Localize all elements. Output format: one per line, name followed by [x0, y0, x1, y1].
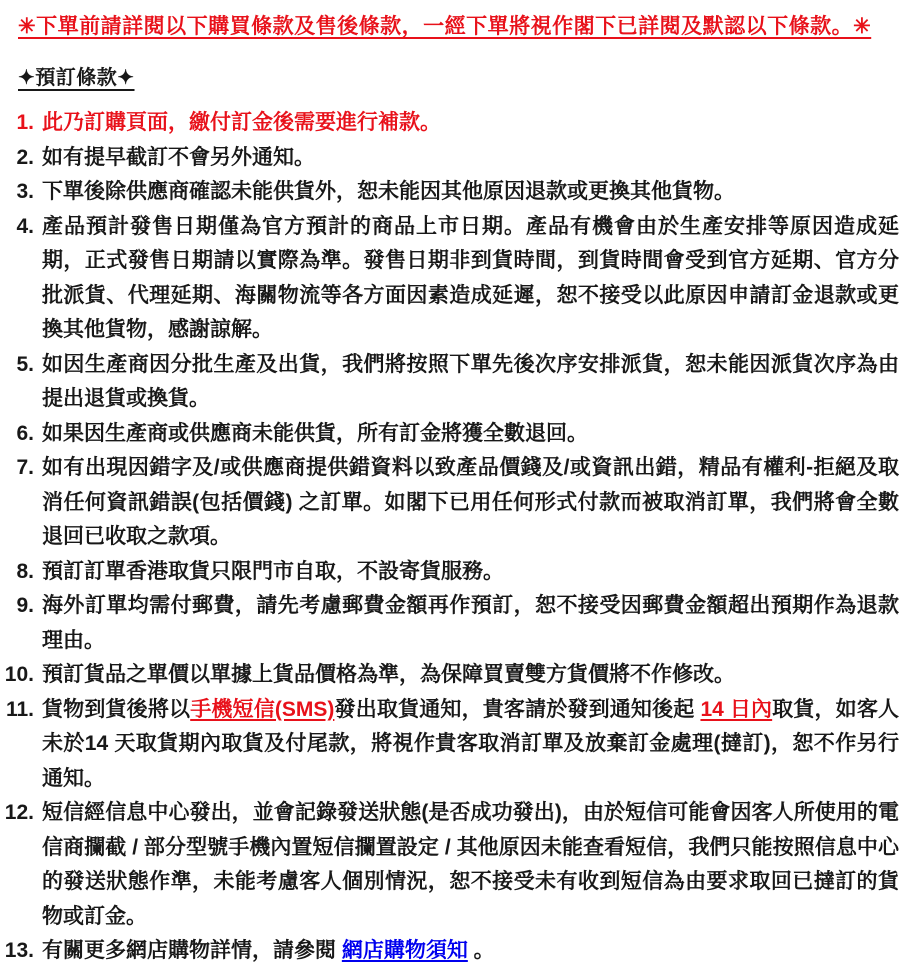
- term-text: 產品預計發售日期僅為官方預計的商品上市日期。產品有機會由於生產安排等原因造成延期，正式發售日期請以實際為準。發售日期非到貨時間，到貨時間會受到官方延期、官方分批派貨、代理延期、海關物流等各方面因素造成延遲，恕不接受以此原因申請訂金退款或更換其他貨物，感謝諒解。: [42, 214, 899, 341]
- term-text: 短信經信息中心發出，並會記錄發送狀態(是否成功發出)，由於短信可能會因客人所使用的電信商攔截 / 部分型號手機內置短信攔置設定 / 其他原因未能查看短信，我們只能按照信息中心的發送狀態作準，未能考慮客人個別情況，恕不接受未有收到短信為由要求取回已撻訂的貨物或訂金。: [42, 801, 899, 928]
- term-text: 如有提早截訂不會另外通知。: [42, 145, 315, 169]
- term-item-7: [16, 451, 899, 555]
- term-item-13: [4, 934, 899, 969]
- term-item-12: [4, 796, 899, 934]
- term-item-1: [16, 106, 899, 141]
- term-item-5: [16, 348, 899, 417]
- term-item-9: [16, 589, 899, 658]
- term-number: 6.: [16, 421, 34, 445]
- term-item-10: [4, 658, 899, 693]
- term-number: 9.: [16, 594, 34, 617]
- term-text: 。: [467, 939, 495, 962]
- term-text: 預訂訂單香港取貨只限門市自取，不設寄貨服務。: [42, 559, 504, 583]
- term-number: 3.: [16, 180, 34, 203]
- term-item-4: [16, 210, 899, 348]
- term-number: 2.: [16, 145, 34, 169]
- term-number: 8.: [16, 559, 34, 583]
- term-text: 貨物到貨後將以: [42, 697, 191, 721]
- pre-order-warning-banner: ✳下單前請詳閱以下購買條款及售後條款，一經下單將視作閣下已詳閱及默認以下條款。✳: [18, 15, 872, 38]
- term-item-2: [16, 141, 899, 176]
- term-item-8: [16, 555, 899, 590]
- section-title-preorder-terms: ✦預訂條款✦: [18, 67, 135, 89]
- sms-link[interactable]: 手機短信(SMS): [190, 697, 335, 721]
- term-number: 1.: [16, 111, 34, 134]
- term-item-3: [16, 175, 899, 210]
- term-text: 如有出現因錯字及/或供應商提供錯資料以致產品價錢及/或資訊出錯，精品有權利-拒絕及取消任何資訊錯誤(包括價錢) 之訂單。如閣下已用任何形式付款而被取消訂單，我們將會全數退回已收取之款項。: [42, 456, 899, 548]
- term-text: 此乃訂購頁面，繳付訂金後需要進行補款。: [42, 111, 441, 134]
- term-text: 有關更多網店購物詳情，請參閱: [42, 939, 342, 962]
- term-text: 下單後除供應商確認未能供貨外，恕未能因其他原因退款或更換其他貨物。: [42, 180, 735, 203]
- terms-list: [0, 106, 899, 969]
- term-number: 5.: [16, 352, 34, 376]
- pre-order-terms-page: [0, 12, 913, 960]
- store-shopping-guide-link[interactable]: 網店購物須知: [341, 939, 468, 962]
- term-number: 7.: [16, 456, 34, 479]
- term-text: 如因生產商因分批生產及出貨，我們將按照下單先後次序安排派貨，恕未能因派貨次序為由提出退貨或換貨。: [42, 352, 899, 410]
- term-number: 11.: [5, 697, 34, 721]
- term-text: 取貨，如客人未於14 天取貨期內取貨及付尾款，將視作貴客取消訂單及放棄訂金處理(撻訂)，恕不作另行通知。: [42, 697, 900, 790]
- term-number: 12.: [4, 801, 34, 824]
- term-item-11: [5, 693, 900, 797]
- term-item-6: [16, 417, 899, 452]
- term-text: 發出取貨通知，貴客請於發到通知後起: [334, 697, 701, 721]
- term-number: 10.: [4, 663, 34, 686]
- term-number: 4.: [16, 214, 34, 238]
- term-text: 預訂貨品之單價以單據上貨品價格為準，為保障買賣雙方貨價將不作修改。: [42, 663, 735, 686]
- term-text: 如果因生產商或供應商未能供貨，所有訂金將獲全數退回。: [42, 421, 588, 445]
- term-number: 13.: [4, 939, 34, 962]
- deadline-14days-link[interactable]: 14 日內: [700, 697, 773, 721]
- term-text: 海外訂單均需付郵費，請先考慮郵費金額再作預訂，恕不接受因郵費金額超出預期作為退款理由。: [42, 594, 899, 652]
